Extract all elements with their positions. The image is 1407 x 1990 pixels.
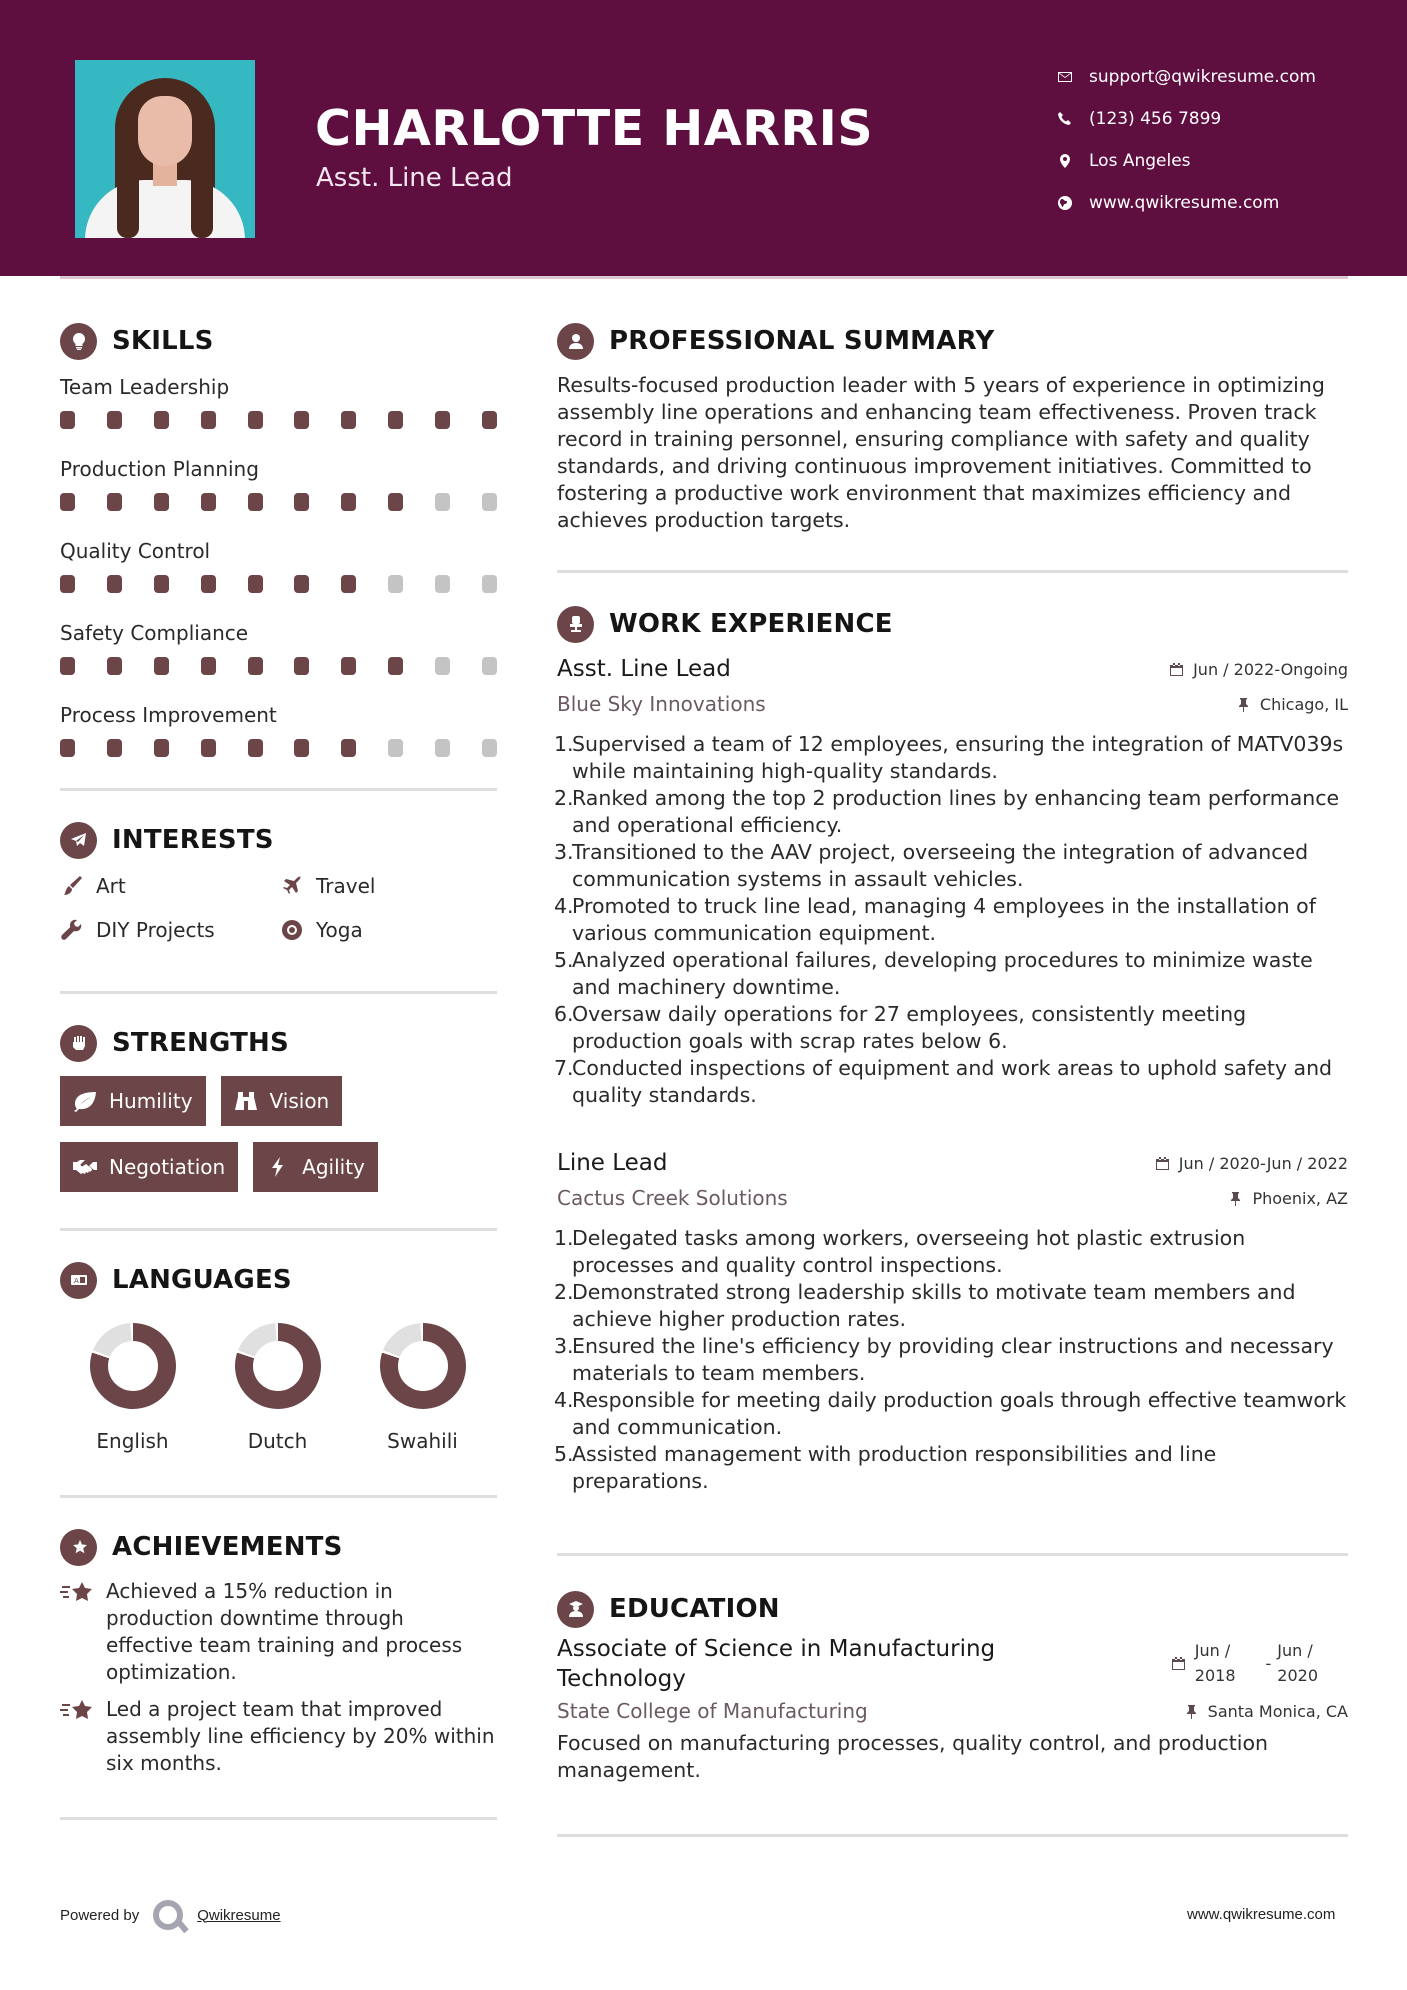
strengths-section <box>60 1020 497 1192</box>
header-divider <box>60 276 1348 279</box>
job-location: Chicago, IL <box>1236 695 1348 714</box>
rating-dot-filled <box>107 739 122 757</box>
rating-dot-filled <box>60 739 75 757</box>
achievements-section <box>60 1524 497 1777</box>
calendar-icon <box>1171 1656 1186 1671</box>
rating-dot-filled <box>201 739 216 757</box>
skill-item <box>60 372 497 446</box>
phone-icon <box>1055 109 1075 129</box>
job-company: Cactus Creek Solutions <box>557 1186 788 1210</box>
job-company: Blue Sky Innovations <box>557 692 766 716</box>
rating-dot-empty <box>482 575 497 593</box>
job-role: Line Lead <box>557 1150 668 1176</box>
qwikresume-link[interactable]: Qwikresume <box>197 1906 281 1924</box>
rating-dot-empty <box>482 493 497 511</box>
bullet-item: 4. Promoted to truck line lead, managing 4 employees in the installation of various communication equipment. <box>554 894 1316 945</box>
job-bullets <box>554 1225 1348 1495</box>
interests-list <box>60 871 497 945</box>
section-title: WORK EXPERIENCE <box>609 609 893 639</box>
degree-name: Associate of Science in Manufacturing Technology <box>557 1636 996 1692</box>
profile-photo <box>75 60 255 238</box>
interest-item: Travel <box>280 871 497 901</box>
achievement-item: Achieved a 15% reduction in production downtime through effective team training and process optimization. <box>60 1578 497 1686</box>
candidate-title: Asst. Line Lead <box>316 163 513 193</box>
section-title: INTERESTS <box>112 825 274 855</box>
office-chair-icon <box>557 606 594 643</box>
rating-dot-filled <box>388 411 403 429</box>
achievement-item: Led a project team that improved assembly line efficiency by 20% within six months. <box>60 1696 497 1777</box>
candidate-name: CHARLOTTE HARRIS <box>315 100 874 157</box>
footer-website-link[interactable]: www.qwikresume.com <box>1187 1906 1336 1923</box>
right-column <box>554 318 1348 1837</box>
skill-name: Team Leadership <box>60 375 230 399</box>
bullet-item: 5. Analyzed operational failures, developing procedures to minimize waste and machinery downtime. <box>554 948 1313 999</box>
rating-dot-filled <box>201 575 216 593</box>
binoculars-icon <box>233 1090 259 1112</box>
paper-plane-icon <box>60 822 97 859</box>
contact-website[interactable]: www.qwikresume.com <box>1055 182 1316 224</box>
rating-dot-filled <box>294 411 309 429</box>
strength-chip: Vision <box>221 1076 343 1126</box>
bullet-item: 6. Oversaw daily operations for 27 employees, consistently meeting production goals with scrap rates below 6. <box>554 1002 1247 1053</box>
rating-dot-filled <box>341 411 356 429</box>
section-divider <box>60 788 497 791</box>
rating-dot-filled <box>154 411 169 429</box>
rating-dot-filled <box>60 411 75 429</box>
bolt-icon <box>265 1156 291 1178</box>
rating-dot-filled <box>60 657 75 675</box>
rating-dot-empty <box>482 739 497 757</box>
rating-dot-filled <box>201 411 216 429</box>
map-marker-icon <box>1055 151 1075 171</box>
rating-dot-filled <box>248 411 263 429</box>
life-ring-icon <box>280 918 304 942</box>
lightbulb-icon <box>60 323 97 360</box>
rating-dot-filled <box>248 657 263 675</box>
language-name: Dutch <box>247 1429 308 1453</box>
left-column <box>60 318 497 1820</box>
graduate-icon <box>557 1591 594 1628</box>
section-divider <box>60 991 497 994</box>
rating-dot-filled <box>341 739 356 757</box>
summary-section <box>557 318 1348 534</box>
skill-rating <box>60 566 497 610</box>
qwikresume-logo-icon <box>153 1900 183 1930</box>
rating-dot-filled <box>341 657 356 675</box>
calendar-icon <box>1155 1156 1170 1171</box>
skill-rating <box>60 648 497 692</box>
fist-icon <box>60 1025 97 1062</box>
rating-dot-empty <box>435 657 450 675</box>
skills-section <box>60 318 497 774</box>
bullet-item: 2. Ranked among the top 2 production lines by enhancing team performance and operational efficiency. <box>554 786 1340 837</box>
shooting-star-icon <box>60 1698 94 1724</box>
section-divider <box>557 570 1348 573</box>
language-proficiency-donut <box>90 1323 176 1409</box>
rating-dot-filled <box>248 493 263 511</box>
skills-list <box>60 372 497 774</box>
rating-dot-empty <box>435 493 450 511</box>
rating-dot-filled <box>294 657 309 675</box>
bullet-item: 3. Transitioned to the AAV project, overseeing the integration of advanced communication systems in assault vehicles. <box>554 840 1309 891</box>
rating-dot-filled <box>201 493 216 511</box>
job-entry <box>554 651 1348 1109</box>
rating-dot-filled <box>294 739 309 757</box>
job-dates: Jun / 2020-Jun / 2022 <box>1155 1154 1348 1173</box>
education-section <box>557 1586 1348 1784</box>
section-divider <box>557 1553 1348 1556</box>
section-divider <box>60 1228 497 1231</box>
interest-item: Yoga <box>280 915 497 945</box>
job-location: Phoenix, AZ <box>1228 1189 1348 1208</box>
language-proficiency-donut <box>380 1323 466 1409</box>
bullet-item: 1. Delegated tasks among workers, overseeing hot plastic extrusion processes and quality control inspections. <box>554 1226 1246 1277</box>
job-role: Asst. Line Lead <box>557 656 731 682</box>
section-title: STRENGTHS <box>112 1028 289 1058</box>
pushpin-icon <box>1184 1704 1199 1719</box>
skill-name: Safety Compliance <box>60 621 249 645</box>
language-name: English <box>96 1429 169 1453</box>
language-item <box>60 1323 205 1453</box>
rating-dot-empty <box>388 739 403 757</box>
envelope-icon <box>1055 67 1075 87</box>
rating-dot-filled <box>107 493 122 511</box>
skill-name: Process Improvement <box>60 703 277 727</box>
section-title: EDUCATION <box>609 1594 780 1624</box>
contact-location: Los Angeles <box>1055 140 1316 182</box>
section-divider <box>60 1817 497 1820</box>
rating-dot-filled <box>341 493 356 511</box>
star-badge-icon <box>60 1529 97 1566</box>
rating-dot-filled <box>154 493 169 511</box>
skill-name: Production Planning <box>60 457 259 481</box>
rating-dot-filled <box>201 657 216 675</box>
wrench-icon <box>60 918 84 942</box>
paintbrush-icon <box>60 874 84 898</box>
bullet-item: 1. Supervised a team of 12 employees, ensuring the integration of MATV039s while maintaining high-quality standards. <box>554 732 1344 783</box>
pushpin-icon <box>1228 1191 1243 1206</box>
rating-dot-filled <box>248 739 263 757</box>
footer-branding: Powered by Qwikresume <box>60 1900 281 1930</box>
leaf-icon <box>72 1090 98 1112</box>
rating-dot-filled <box>154 739 169 757</box>
job-bullets <box>554 731 1348 1109</box>
section-title: ACHIEVEMENTS <box>112 1532 343 1562</box>
contact-list <box>1055 56 1316 224</box>
plane-icon <box>280 874 304 898</box>
job-list <box>554 651 1348 1495</box>
language-item <box>350 1323 495 1453</box>
section-divider <box>60 1495 497 1498</box>
bullet-item: 7. Conducted inspections of equipment and work areas to uphold safety and quality standards. <box>554 1056 1333 1107</box>
bullet-item: 5. Assisted management with production responsibilities and line preparations. <box>554 1442 1217 1493</box>
rating-dot-filled <box>248 575 263 593</box>
education-description: Focused on manufacturing processes, quality control, and production management. <box>557 1731 1268 1782</box>
language-proficiency-donut <box>235 1323 321 1409</box>
skill-rating <box>60 402 497 446</box>
education-dates: Jun / 2018 - Jun / 2020 <box>1171 1638 1348 1688</box>
rating-dot-filled <box>388 657 403 675</box>
strength-chip: Agility <box>253 1142 378 1192</box>
contact-email[interactable]: support@qwikresume.com <box>1055 56 1316 98</box>
languages-section <box>60 1257 497 1453</box>
language-item <box>205 1323 350 1453</box>
education-location: Santa Monica, CA <box>1184 1702 1348 1721</box>
handshake-icon <box>72 1156 98 1178</box>
skill-item <box>60 536 497 610</box>
job-dates: Jun / 2022-Ongoing <box>1169 660 1348 679</box>
rating-dot-filled <box>294 493 309 511</box>
school-name: State College of Manufacturing <box>557 1699 868 1723</box>
rating-dot-filled <box>107 575 122 593</box>
skill-name: Quality Control <box>60 539 211 563</box>
skill-rating <box>60 730 497 774</box>
rating-dot-empty <box>435 575 450 593</box>
rating-dot-filled <box>154 657 169 675</box>
rating-dot-filled <box>60 493 75 511</box>
skill-rating <box>60 484 497 528</box>
experience-section <box>554 601 1348 1495</box>
rating-dot-filled <box>154 575 169 593</box>
rating-dot-filled <box>435 411 450 429</box>
rating-dot-filled <box>482 411 497 429</box>
pushpin-icon <box>1236 697 1251 712</box>
job-entry <box>554 1145 1348 1495</box>
calendar-icon <box>1169 662 1184 677</box>
rating-dot-empty <box>482 657 497 675</box>
languages-list <box>60 1323 497 1453</box>
shooting-star-icon <box>60 1580 94 1606</box>
rating-dot-filled <box>294 575 309 593</box>
rating-dot-filled <box>107 657 122 675</box>
bullet-item: 4. Responsible for meeting daily production goals through effective teamwork and communication. <box>554 1388 1347 1439</box>
bullet-item: 2. Demonstrated strong leadership skills to motivate team members and achieve higher production rates. <box>554 1280 1296 1331</box>
language-name: Swahili <box>387 1429 458 1453</box>
contact-phone[interactable]: (123) 456 7899 <box>1055 98 1316 140</box>
bullet-item: 3. Ensured the line's efficiency by providing clear instructions and necessary materials to team members. <box>554 1334 1334 1385</box>
section-title: SKILLS <box>112 326 214 356</box>
rating-dot-filled <box>60 575 75 593</box>
summary-text: Results-focused production leader with 5 years of experience in optimizing assembly line operations and enhancing team effectiveness. Proven track record in training personnel, ensuring compliance with safety and quality standards, and driving continuous improvement initiatives. Committed to fostering a productive work environment that maximizes efficiency and achieves production targets. <box>557 373 1325 532</box>
interests-section <box>60 817 497 945</box>
section-divider <box>557 1834 1348 1837</box>
strengths-list <box>60 1076 497 1192</box>
user-icon <box>557 323 594 360</box>
rating-dot-filled <box>341 575 356 593</box>
skill-item <box>60 454 497 528</box>
rating-dot-filled <box>388 493 403 511</box>
svg-text:A: A <box>73 1277 79 1285</box>
interest-item: Art <box>60 871 280 901</box>
rating-dot-empty <box>388 575 403 593</box>
globe-icon <box>1055 193 1075 213</box>
strength-chip: Humility <box>60 1076 206 1126</box>
section-title: LANGUAGES <box>112 1265 292 1295</box>
rating-dot-filled <box>107 411 122 429</box>
skill-item <box>60 618 497 692</box>
interest-item: DIY Projects <box>60 915 280 945</box>
language-icon <box>60 1262 97 1299</box>
section-title: PROFESSIONAL SUMMARY <box>609 326 995 356</box>
strength-chip: Negotiation <box>60 1142 238 1192</box>
skill-item <box>60 700 497 774</box>
rating-dot-empty <box>435 739 450 757</box>
